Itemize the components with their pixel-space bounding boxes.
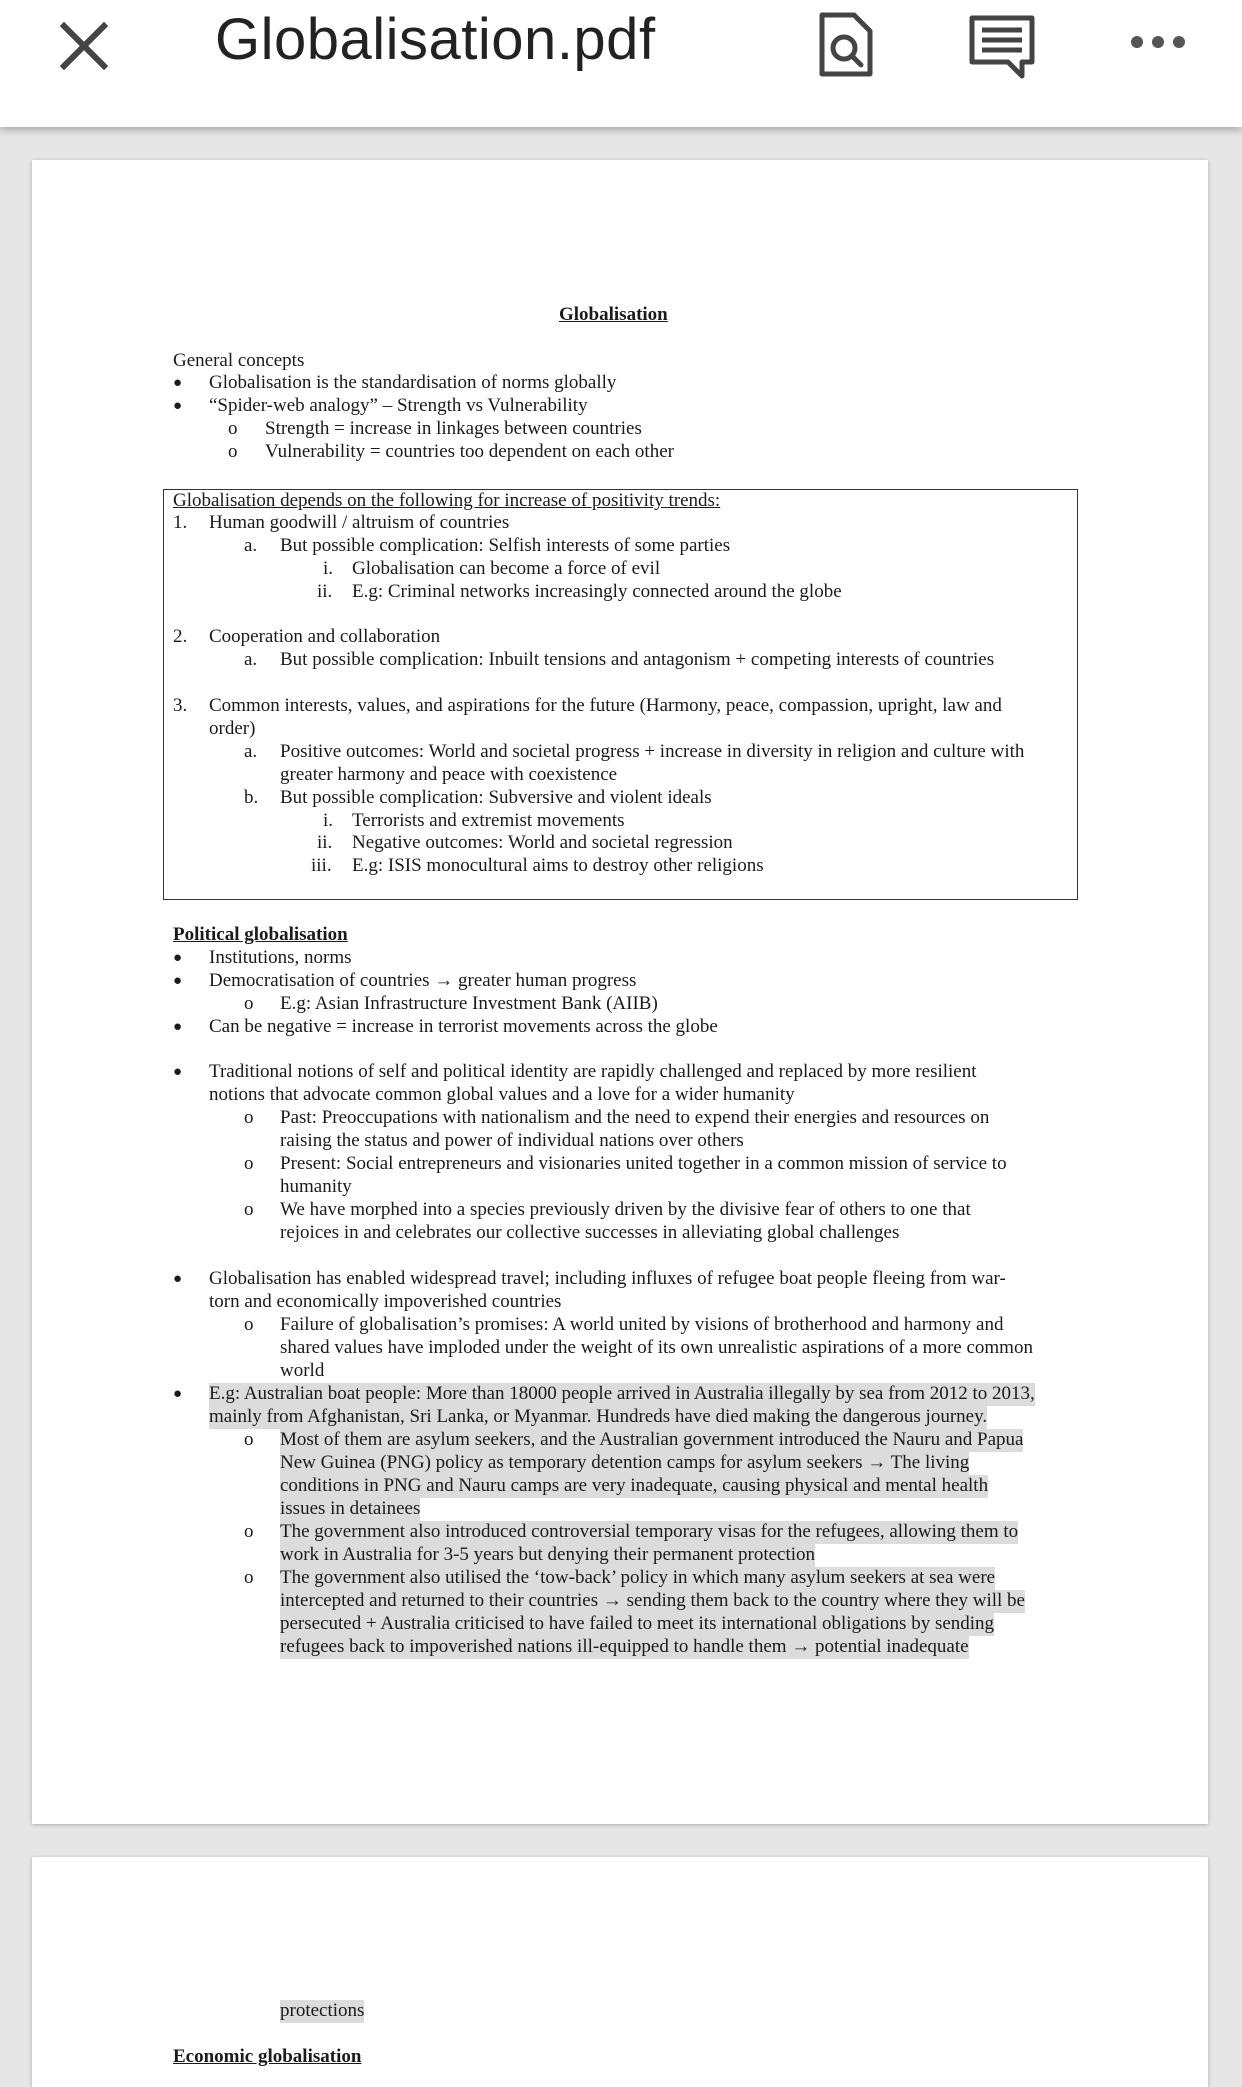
list-item: Globalisation has enabled widespread travel; including influxes of refugee boat people fleeing from war-: [209, 1268, 1006, 1289]
highlighted-text[interactable]: protections: [280, 2000, 365, 2021]
list-item: Present: Social entrepreneurs and visionaries united together in a common mission of service to: [280, 1153, 1007, 1174]
highlighted-text[interactable]: The government also introduced controversial temporary visas for the refugees, allowing them to: [280, 1521, 1019, 1542]
sub-bullet: o: [244, 1107, 254, 1128]
sub-bullet: o: [244, 1199, 254, 1220]
find-in-page-icon[interactable]: [814, 10, 878, 80]
list-item: Vulnerability = countries too dependent on each other: [265, 441, 674, 462]
list-item: Human goodwill / altruism of countries: [209, 512, 510, 533]
highlighted-text[interactable]: Most of them are asylum seekers, and the Australian government introduced the Nauru and Papua: [280, 1429, 1024, 1450]
list-item: Globalisation is the standardisation of norms globally: [209, 372, 617, 393]
list-item: We have morphed into a species previously driven by the divisive fear of others to one that: [280, 1199, 971, 1220]
list-item-cont: raising the status and power of individual nations over others: [280, 1130, 744, 1151]
bullet: ●: [173, 1386, 183, 1402]
bullet: ●: [173, 973, 183, 989]
list-letter: a.: [244, 535, 258, 556]
bullet: ●: [173, 1271, 183, 1287]
list-roman: i.: [323, 558, 334, 579]
sub-bullet: o: [244, 993, 254, 1014]
list-letter: a.: [244, 741, 258, 762]
sub-bullet: o: [244, 1153, 254, 1174]
general-concepts-title: General concepts: [173, 350, 305, 371]
list-item-cont: greater harmony and peace with coexistence: [280, 764, 618, 785]
highlighted-text[interactable]: New Guinea (PNG) policy as temporary detention camps for asylum seekers → The living: [280, 1452, 970, 1473]
highlighted-text[interactable]: The government also utilised the ‘tow-back’ policy in which many asylum seekers at sea were: [280, 1567, 996, 1588]
list-item: But possible complication: Selfish interests of some parties: [280, 535, 731, 556]
doc-heading: Globalisation: [559, 304, 668, 325]
highlighted-text[interactable]: conditions in PNG and Nauru camps are very inadequate, causing physical and mental health: [280, 1475, 989, 1496]
list-item: Common interests, values, and aspirations for the future (Harmony, peace, compassion, upright, law and: [209, 695, 1002, 716]
list-item: “Spider-web analogy” – Strength vs Vulnerability: [209, 395, 588, 416]
economic-globalisation-title: Economic globalisation: [173, 2046, 362, 2067]
bullet: ●: [173, 1064, 183, 1080]
sub-bullet: o: [228, 441, 238, 462]
top-toolbar: [0, 0, 1242, 127]
sub-bullet: o: [244, 1429, 254, 1450]
bullet: ●: [173, 398, 183, 414]
highlighted-text[interactable]: work in Australia for 3-5 years but denying their permanent protection: [280, 1544, 816, 1565]
highlighted-text[interactable]: intercepted and returned to their countries → sending them back to the country where they will be: [280, 1590, 1025, 1611]
list-item: But possible complication: Inbuilt tensions and antagonism + competing interests of countries: [280, 649, 995, 670]
list-letter: b.: [244, 787, 259, 808]
highlighted-text[interactable]: issues in detainees: [280, 1498, 421, 1519]
list-item: Democratisation of countries → greater human progress: [209, 970, 637, 991]
list-roman: ii.: [317, 581, 333, 602]
list-item: E.g: ISIS monocultural aims to destroy other religions: [352, 855, 764, 876]
sub-bullet: o: [244, 1314, 254, 1335]
bullet: ●: [173, 1019, 183, 1035]
list-item-cont: order): [209, 718, 256, 739]
sub-bullet: o: [244, 1521, 254, 1542]
list-number: 1.: [173, 512, 188, 533]
list-item: Positive outcomes: World and societal progress + increase in diversity in religion and culture with: [280, 741, 1025, 762]
comment-icon[interactable]: [968, 12, 1038, 82]
list-item: Strength = increase in linkages between countries: [265, 418, 642, 439]
close-icon[interactable]: [50, 12, 118, 80]
list-roman: i.: [323, 810, 334, 831]
list-item: E.g: Criminal networks increasingly connected around the globe: [352, 581, 842, 602]
highlighted-text[interactable]: E.g: Australian boat people: More than 18000 people arrived in Australia illegally by sea from 2012 to 2013,: [209, 1383, 1035, 1404]
sub-bullet: o: [228, 418, 238, 439]
list-item: Cooperation and collaboration: [209, 626, 441, 647]
box-title: Globalisation depends on the following for increase of positivity trends:: [173, 490, 721, 511]
pdf-page-1: [32, 160, 1208, 1824]
list-item: Traditional notions of self and political identity are rapidly challenged and replaced by more resilient: [209, 1061, 977, 1082]
list-letter: a.: [244, 649, 258, 670]
list-item-cont: shared values have imploded under the weight of its own unrealistic aspirations of a more common: [280, 1337, 1033, 1358]
list-item: Terrorists and extremist movements: [352, 810, 625, 831]
list-item-cont: rejoices in and celebrates our collective successes in alleviating global challenges: [280, 1222, 900, 1243]
document-title: Globalisation.pdf: [215, 7, 656, 72]
list-item-cont: world: [280, 1360, 325, 1381]
highlighted-text[interactable]: persecuted + Australia criticised to have failed to meet its international obligations by sending: [280, 1613, 995, 1634]
bullet: ●: [173, 375, 183, 391]
list-item: Failure of globalisation’s promises: A world united by visions of brotherhood and harmony and: [280, 1314, 1004, 1335]
list-item: Negative outcomes: World and societal regression: [352, 832, 733, 853]
list-item: Past: Preoccupations with nationalism and the need to expend their energies and resources on: [280, 1107, 990, 1128]
list-item-cont: torn and economically impoverished countries: [209, 1291, 562, 1312]
list-item-cont: notions that advocate common global values and a love for a wider humanity: [209, 1084, 795, 1105]
list-item-cont: humanity: [280, 1176, 352, 1197]
pdf-page-2: [32, 1857, 1208, 2087]
list-number: 2.: [173, 626, 188, 647]
list-roman: ii.: [317, 832, 333, 853]
sub-bullet: o: [244, 1567, 254, 1588]
highlighted-text[interactable]: mainly from Afghanistan, Sri Lanka, or Myanmar. Hundreds have died making the dangerous journey.: [209, 1406, 988, 1427]
political-globalisation-title: Political globalisation: [173, 924, 348, 945]
highlighted-text[interactable]: refugees back to impoverished nations ill-equipped to handle them → potential inadequate: [280, 1636, 969, 1657]
list-item: Can be negative = increase in terrorist movements across the globe: [209, 1016, 718, 1037]
list-item: Globalisation can become a force of evil: [352, 558, 661, 579]
list-item: Institutions, norms: [209, 947, 352, 968]
list-item: But possible complication: Subversive and violent ideals: [280, 787, 712, 808]
list-item: E.g: Asian Infrastructure Investment Bank (AIIB): [280, 993, 658, 1014]
list-number: 3.: [173, 695, 188, 716]
bullet: ●: [173, 950, 183, 966]
more-icon[interactable]: [1128, 30, 1188, 54]
list-roman: iii.: [311, 855, 332, 876]
